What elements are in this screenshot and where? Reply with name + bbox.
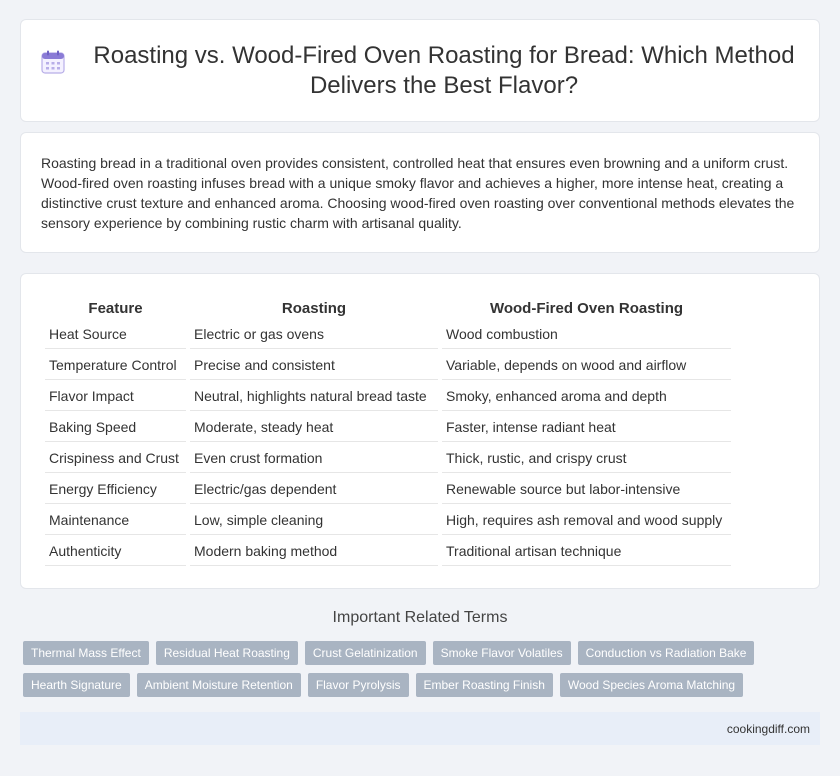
cell-feature: Authenticity <box>45 537 186 566</box>
table-row <box>45 351 731 380</box>
tag-ambient-moisture-retention[interactable]: Ambient Moisture Retention <box>137 673 301 697</box>
header <box>40 41 800 101</box>
table-row <box>45 475 731 504</box>
table-header-row <box>45 296 731 318</box>
tag-ember-roasting-finish[interactable]: Ember Roasting Finish <box>416 673 553 697</box>
cell-wood-fired: Traditional artisan technique <box>442 537 731 566</box>
cell-feature: Energy Efficiency <box>45 475 186 504</box>
header-wood-fired: Wood-Fired Oven Roasting <box>489 299 684 317</box>
header-card <box>20 19 820 122</box>
footer <box>20 712 820 745</box>
tag-flavor-pyrolysis[interactable]: Flavor Pyrolysis <box>308 673 409 697</box>
cell-roasting: Even crust formation <box>190 444 438 473</box>
table-row <box>45 537 731 566</box>
header-feature: Feature <box>88 299 143 317</box>
comparison-table <box>41 294 735 568</box>
cell-feature: Heat Source <box>45 320 186 349</box>
cell-roasting: Moderate, steady heat <box>190 413 438 442</box>
cell-roasting: Electric or gas ovens <box>190 320 438 349</box>
footer-site-link[interactable]: cookingdiff.com <box>726 721 810 736</box>
cell-wood-fired: Smoky, enhanced aroma and depth <box>442 382 731 411</box>
cell-roasting: Precise and consistent <box>190 351 438 380</box>
related-terms-title: Important Related Terms <box>332 609 508 626</box>
cell-roasting: Electric/gas dependent <box>190 475 438 504</box>
intro-card <box>20 132 820 253</box>
cell-wood-fired: Thick, rustic, and crispy crust <box>442 444 731 473</box>
cell-wood-fired: Variable, depends on wood and airflow <box>442 351 731 380</box>
cell-roasting: Neutral, highlights natural bread taste <box>190 382 438 411</box>
cell-wood-fired: Renewable source but labor-intensive <box>442 475 731 504</box>
cell-feature: Maintenance <box>45 506 186 535</box>
page-title: Roasting vs. Wood-Fired Oven Roasting for Bread: Which Method Delivers the Best Flavor? <box>93 41 795 99</box>
comparison-card <box>20 273 820 589</box>
intro-paragraph: Roasting bread in a traditional oven provides consistent, controlled heat that ensures even browning and a uniform crust. Wood-fired oven roasting infuses bread with a unique smoky flavor and achieves a higher, more intense heat, creating a distinctive crust texture and enhanced aroma. Choosing wood-fired oven roasting over conventional methods elevates the sensory experience by combining rustic charm with artisanal quality. <box>41 155 795 231</box>
related-terms-tags <box>23 641 823 697</box>
calendar-icon <box>40 49 66 75</box>
tag-conduction-vs-radiation-bake[interactable]: Conduction vs Radiation Bake <box>578 641 755 665</box>
tag-residual-heat-roasting[interactable]: Residual Heat Roasting <box>156 641 298 665</box>
cell-wood-fired: High, requires ash removal and wood supply <box>442 506 731 535</box>
table-row <box>45 444 731 473</box>
table-row <box>45 320 731 349</box>
tag-wood-species-aroma-matching[interactable]: Wood Species Aroma Matching <box>560 673 743 697</box>
tag-hearth-signature[interactable]: Hearth Signature <box>23 673 130 697</box>
tag-thermal-mass-effect[interactable]: Thermal Mass Effect <box>23 641 149 665</box>
table-row <box>45 413 731 442</box>
cell-feature: Temperature Control <box>45 351 186 380</box>
table-row <box>45 506 731 535</box>
cell-wood-fired: Wood combustion <box>442 320 731 349</box>
table-row <box>45 382 731 411</box>
cell-feature: Baking Speed <box>45 413 186 442</box>
cell-roasting: Low, simple cleaning <box>190 506 438 535</box>
cell-feature: Flavor Impact <box>45 382 186 411</box>
tag-crust-gelatinization[interactable]: Crust Gelatinization <box>305 641 426 665</box>
cell-feature: Crispiness and Crust <box>45 444 186 473</box>
tag-smoke-flavor-volatiles[interactable]: Smoke Flavor Volatiles <box>433 641 571 665</box>
cell-roasting: Modern baking method <box>190 537 438 566</box>
cell-wood-fired: Faster, intense radiant heat <box>442 413 731 442</box>
header-roasting: Roasting <box>281 299 347 317</box>
